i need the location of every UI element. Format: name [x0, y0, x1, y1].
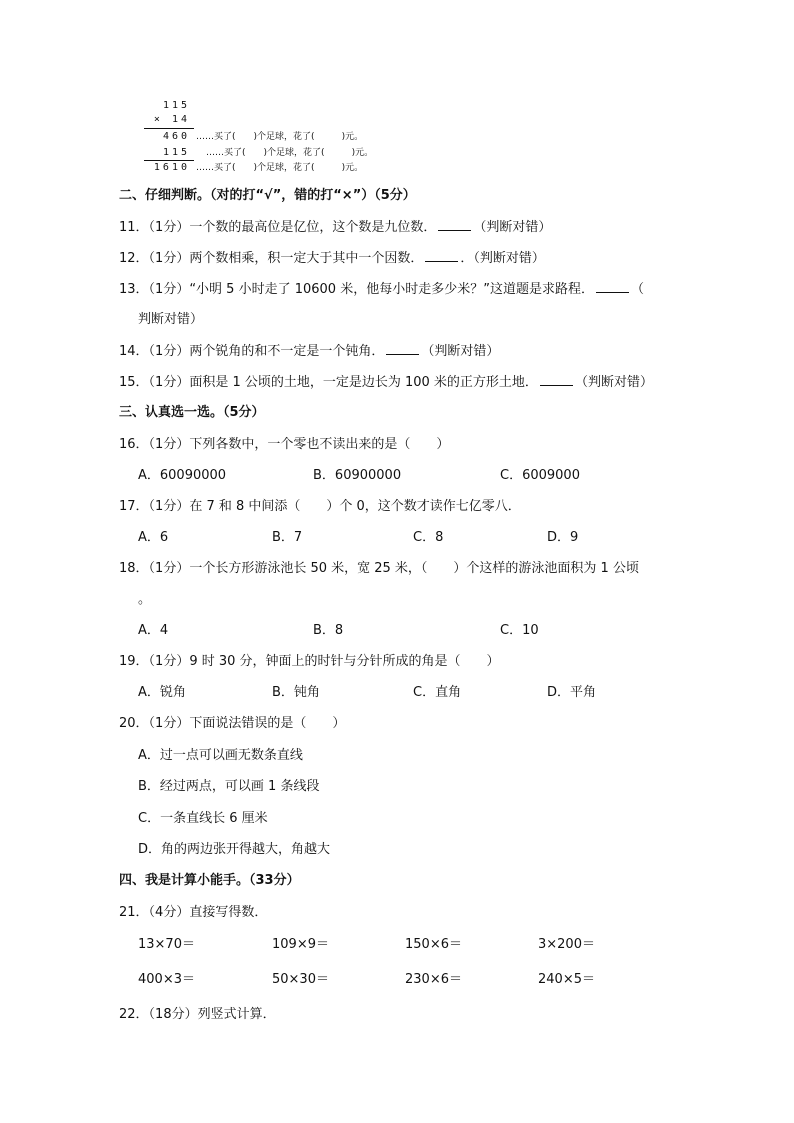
question-20: 20．（1分）下面说法错误的是（ ）: [119, 716, 346, 731]
q17-option-b[interactable]: B．7: [272, 530, 303, 545]
calc-item: 50×30＝: [272, 972, 329, 987]
mul-row-1: 115: [162, 100, 190, 111]
q17-option-d[interactable]: D．9: [547, 530, 579, 545]
question-19: 19．（1分）9 时 30 分，钟面上的时针与分针所成的角是（ ）: [119, 654, 500, 669]
answer-blank[interactable]: [438, 218, 471, 231]
answer-blank[interactable]: [386, 342, 419, 355]
q17-option-a[interactable]: A．6: [138, 530, 169, 545]
section-three-heading: 三、认真选一选。（5分）: [119, 405, 265, 420]
mul-row-2: × 14: [153, 114, 190, 125]
question-17: 17．（1分）在 7 和 8 中间添（ ）个 0，这个数才读作七亿零八．: [119, 499, 521, 514]
q18-option-a[interactable]: A．4: [138, 623, 169, 638]
mul-row-3: 460 ……买了( )个足球，花了( )元。: [162, 131, 364, 142]
question-18-line2: 。: [138, 592, 152, 607]
question-11: 11．（1分）一个数的最高位是亿位，这个数是九位数． （判断对错）: [119, 220, 552, 235]
q18-option-c[interactable]: C．10: [500, 623, 539, 638]
question-14: 14．（1分）两个锐角的和不一定是一个钝角． （判断对错）: [119, 344, 500, 359]
question-18: 18．（1分）一个长方形游泳池长 50 米，宽 25 米，（ ）个这样的游泳池面积为 1 公顷: [119, 561, 639, 576]
question-12: 12．（1分）两个数相乘，积一定大于其中一个因数． ．（判断对错）: [119, 251, 545, 266]
section-two-heading: 二、仔细判断。（对的打“√”，错的打“×”）（5分）: [119, 188, 416, 203]
calc-item: 400×3＝: [138, 972, 195, 987]
q19-option-c[interactable]: C．直角: [413, 685, 462, 700]
mul-row-5: 1610 ……买了( )个足球，花了( )元。: [153, 162, 364, 173]
question-16: 16．（1分）下列各数中，一个零也不读出来的是（ ）: [119, 437, 450, 452]
q19-option-d[interactable]: D．平角: [547, 685, 597, 700]
q20-option-b[interactable]: B．经过两点，可以画 1 条线段: [138, 779, 320, 794]
mul-rule-1: [144, 128, 194, 129]
calc-item: 13×70＝: [138, 937, 195, 952]
q20-option-c[interactable]: C．一条直线长 6 厘米: [138, 811, 268, 826]
answer-blank[interactable]: [540, 373, 573, 386]
q20-option-a[interactable]: A．过一点可以画无数条直线: [138, 748, 303, 763]
q16-option-c[interactable]: C．6009000: [500, 468, 580, 483]
q19-option-a[interactable]: A．锐角: [138, 685, 186, 700]
calc-item: 230×6＝: [405, 972, 462, 987]
section-four-heading: 四、我是计算小能手。（33分）: [119, 873, 300, 888]
q16-option-b[interactable]: B．60900000: [313, 468, 402, 483]
question-15: 15．（1分）面积是 1 公顷的土地，一定是边长为 100 米的正方形土地． （判断对错）: [119, 375, 653, 390]
calc-item: 240×5＝: [538, 972, 595, 987]
mul-row-4: 115 ……买了( )个足球，花了( )元。: [162, 147, 374, 158]
calc-item: 3×200＝: [538, 937, 595, 952]
vertical-multiplication: [144, 100, 394, 178]
q18-option-b[interactable]: B．8: [313, 623, 344, 638]
question-13: 13．（1分）“小明 5 小时走了 10600 米，他每小时走多少米？”这道题是求路程． （: [119, 282, 644, 297]
mul-rule-2: [144, 160, 194, 161]
calc-item: 109×9＝: [272, 937, 329, 952]
question-13-line2: 判断对错）: [138, 312, 204, 327]
q16-option-a[interactable]: A．60090000: [138, 468, 227, 483]
question-22: 22．（18分）列竖式计算．: [119, 1007, 276, 1022]
answer-blank[interactable]: [596, 280, 629, 293]
q17-option-c[interactable]: C．8: [413, 530, 444, 545]
q19-option-b[interactable]: B．钝角: [272, 685, 320, 700]
q20-option-d[interactable]: D．角的两边张开得越大，角越大: [138, 842, 331, 857]
calc-item: 150×6＝: [405, 937, 462, 952]
question-21: 21．（4分）直接写得数．: [119, 905, 268, 920]
answer-blank[interactable]: [425, 249, 458, 262]
